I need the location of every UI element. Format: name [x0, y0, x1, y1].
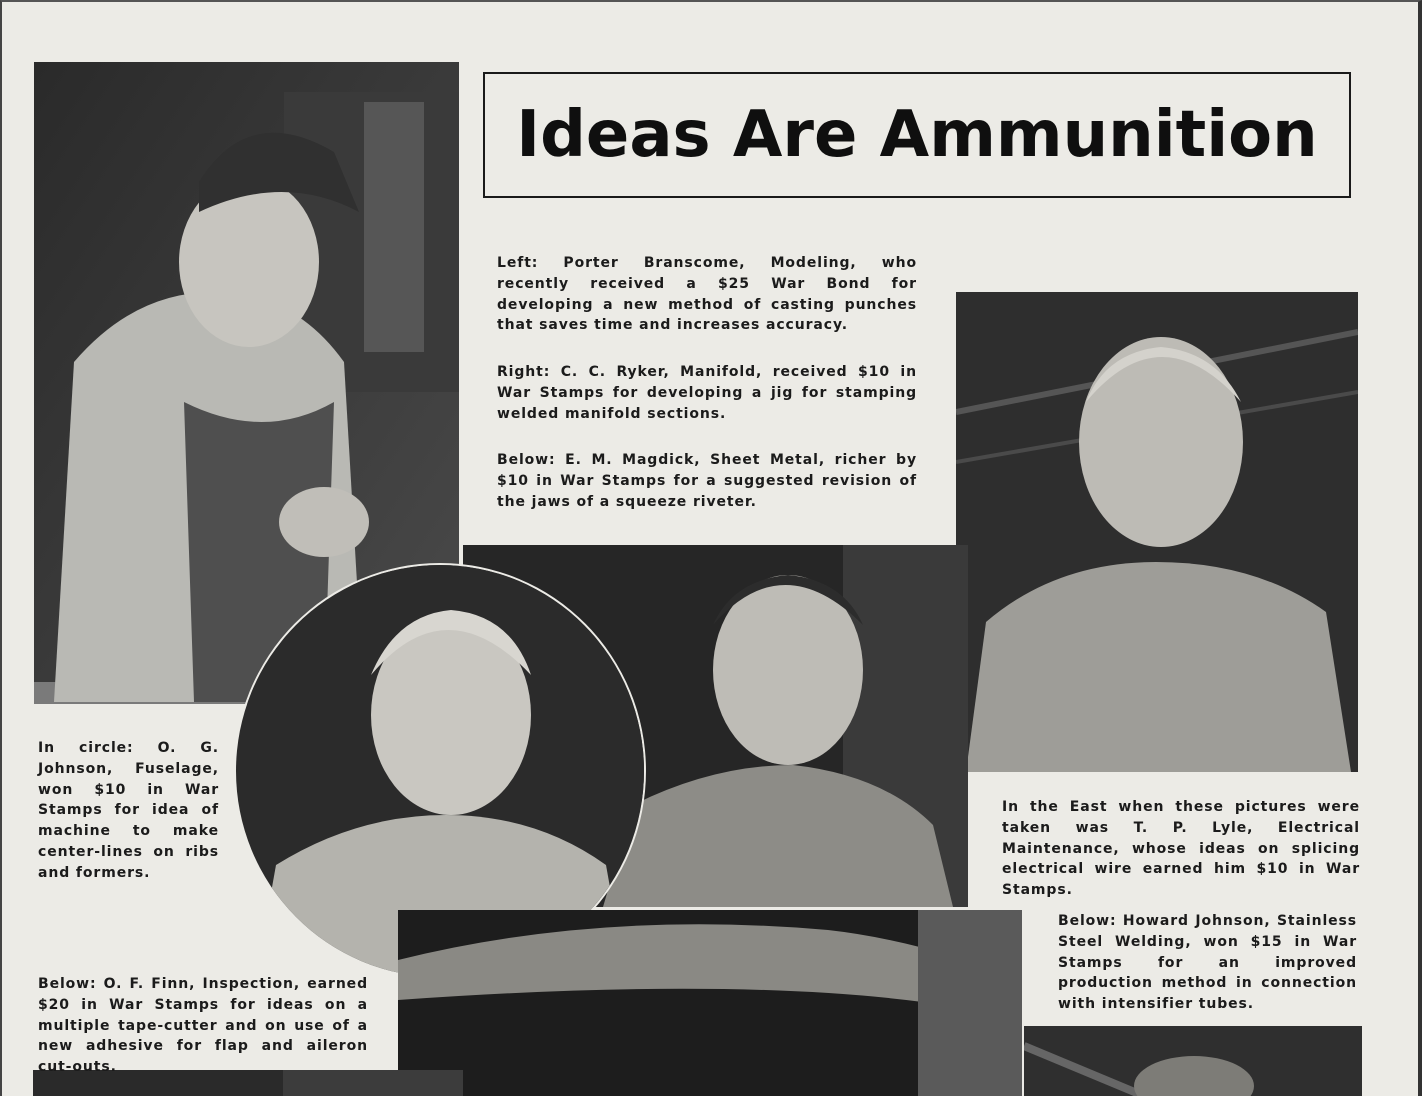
caption-below-right-text: Below: Howard Johnson, Stainless Steel Welding, won $15 in War Stamps for an improved production method in connection with intensifier tubes.: [1058, 913, 1357, 1013]
caption-left: [497, 253, 917, 336]
title-box: [483, 72, 1351, 198]
caption-circle-text: In circle: O. G. Johnson, Fuselage, won $10 in War Stamps for idea of machine to make center-lines on ribs and formers.: [38, 740, 219, 881]
caption-below-center-text: Below: E. M. Magdick, Sheet Metal, richer by $10 in War Stamps for a suggested revision of the jaws of a squeeze riveter.: [497, 452, 917, 510]
photo-howard-johnson: [1024, 1026, 1362, 1096]
caption-below-left: [38, 974, 368, 1078]
photo-of-finn: [398, 910, 1022, 1096]
caption-below-left-text: Below: O. F. Finn, Inspection, earned $20 in War Stamps for ideas on a multiple tape-cutter and on use of a new adhesive for flap and aileron cut-outs.: [38, 976, 368, 1076]
caption-right: [497, 362, 917, 424]
caption-below-right: [1058, 911, 1357, 1015]
photo-tp-lyle: [956, 292, 1358, 772]
caption-east: [1002, 797, 1360, 901]
caption-circle: [38, 738, 219, 884]
page-title: Ideas Are Ammunition: [516, 98, 1318, 172]
caption-left-text: Left: Porter Branscome, Modeling, who recently received a $25 War Bond for developing a new method of casting punches that saves time and increases accuracy.: [497, 255, 917, 334]
caption-below-center: [497, 450, 917, 512]
caption-east-text: In the East when these pictures were taken was T. P. Lyle, Electrical Maintenance, whose ideas on splicing electrical wire earned him $10 in War Stamps.: [1002, 799, 1360, 899]
caption-right-text: Right: C. C. Ryker, Manifold, received $10 in War Stamps for developing a jig for stamping welded manifold sections.: [497, 364, 917, 422]
